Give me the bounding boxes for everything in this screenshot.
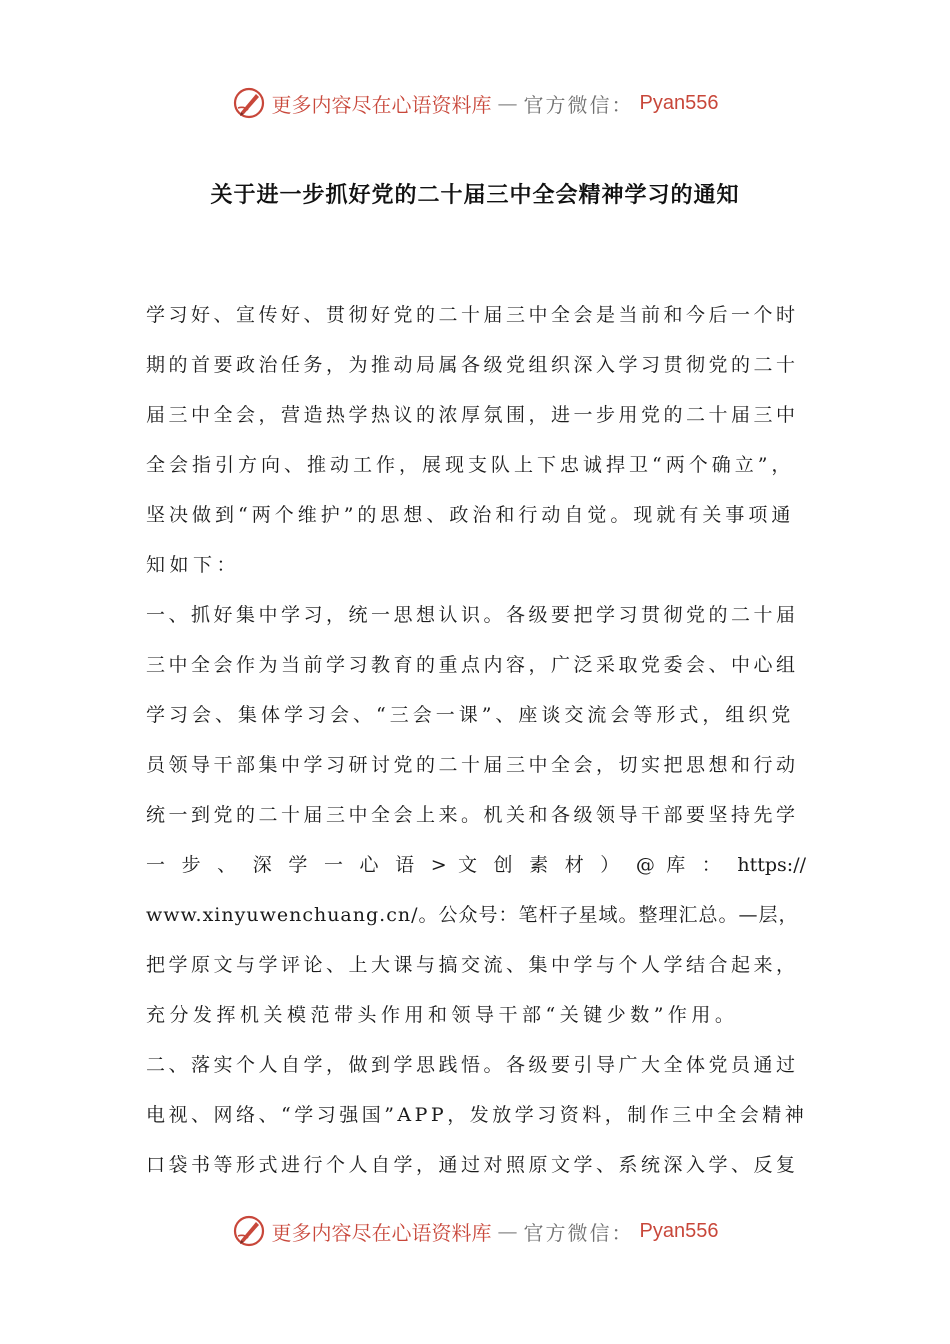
body-line: 全会指引方向、推动工作，展现支队上下忠诚捍卫“两个确立”， — [146, 454, 795, 476]
banner-wechat-id: Pyan556 — [639, 91, 719, 114]
body-line: 知如下： — [146, 554, 241, 576]
body-line: 一、抓好集中学习，统一思想认识。各级要把学习贯彻党的二十届 — [146, 604, 799, 626]
header-banner — [0, 78, 950, 128]
body-line: 把学原文与学评论、上大课与搞交流、集中学与个人学结合起来， — [146, 954, 799, 976]
banner-dash: — — [497, 1219, 518, 1243]
footer-banner-content — [232, 1214, 719, 1248]
body-line: 口袋书等形式进行个人自学，通过对照原文学、系统深入学、反复 — [146, 1154, 799, 1176]
body-line: 电视、网络、“学习强国”APP，发放学习资料，制作三中全会精神 — [146, 1104, 808, 1126]
banner-wechat-label: 官方微信： — [523, 92, 634, 117]
banner-site-text: 更多内容尽在心语资料库 — [271, 1220, 492, 1245]
pen-circle-logo-icon — [232, 86, 266, 120]
banner-wechat-id: Pyan556 — [639, 1219, 719, 1242]
body-line: 员领导干部集中学习研讨党的二十届三中全会，切实把思想和行动 — [146, 754, 799, 776]
banner-wechat-label: 官方微信： — [523, 1220, 634, 1245]
body-line: 期的首要政治任务，为推动局属各级党组织深入学习贯彻党的二十 — [146, 354, 799, 376]
banner-dash: — — [497, 91, 518, 115]
body-line: 三中全会作为当前学习教育的重点内容，广泛采取党委会、中心组 — [146, 654, 799, 676]
body-line: 学习会、集体学习会、“三会一课”、座谈交流会等形式，组织党 — [146, 704, 795, 726]
header-banner-content — [232, 86, 719, 120]
banner-site-text: 更多内容尽在心语资料库 — [271, 92, 492, 117]
body-line: 统一到党的二十届三中全会上来。机关和各级领导干部要坚持先学 — [146, 804, 799, 826]
body-line: 坚决做到“两个维护”的思想、政治和行动自觉。现就有关事项通 — [146, 504, 795, 526]
body-line-url: www.xinyuwenchuang.cn/。公众号：笔杆子星域。整理汇总。—层， — [146, 904, 799, 926]
pen-circle-logo-icon — [232, 1214, 266, 1248]
body-line: 充分发挥机关模范带头作用和领导干部“关键少数”作用。 — [146, 1004, 739, 1026]
footer-banner — [0, 1206, 950, 1256]
body-line: 届三中全会，营造热学热议的浓厚氛围，进一步用党的二十届三中 — [146, 404, 799, 426]
document-body — [146, 290, 806, 1190]
body-line-spaced: 一 步 、 深 学 一 心 语 > 文 创 素 材 ） @ 库 ： https:// — [146, 854, 806, 876]
body-line: 学习好、宣传好、贯彻好党的二十届三中全会是当前和今后一个时 — [146, 304, 799, 326]
body-line: 二、落实个人自学，做到学思践悟。各级要引导广大全体党员通过 — [146, 1054, 799, 1076]
document-title: 关于进一步抓好党的二十届三中全会精神学习的通知 — [210, 183, 740, 208]
